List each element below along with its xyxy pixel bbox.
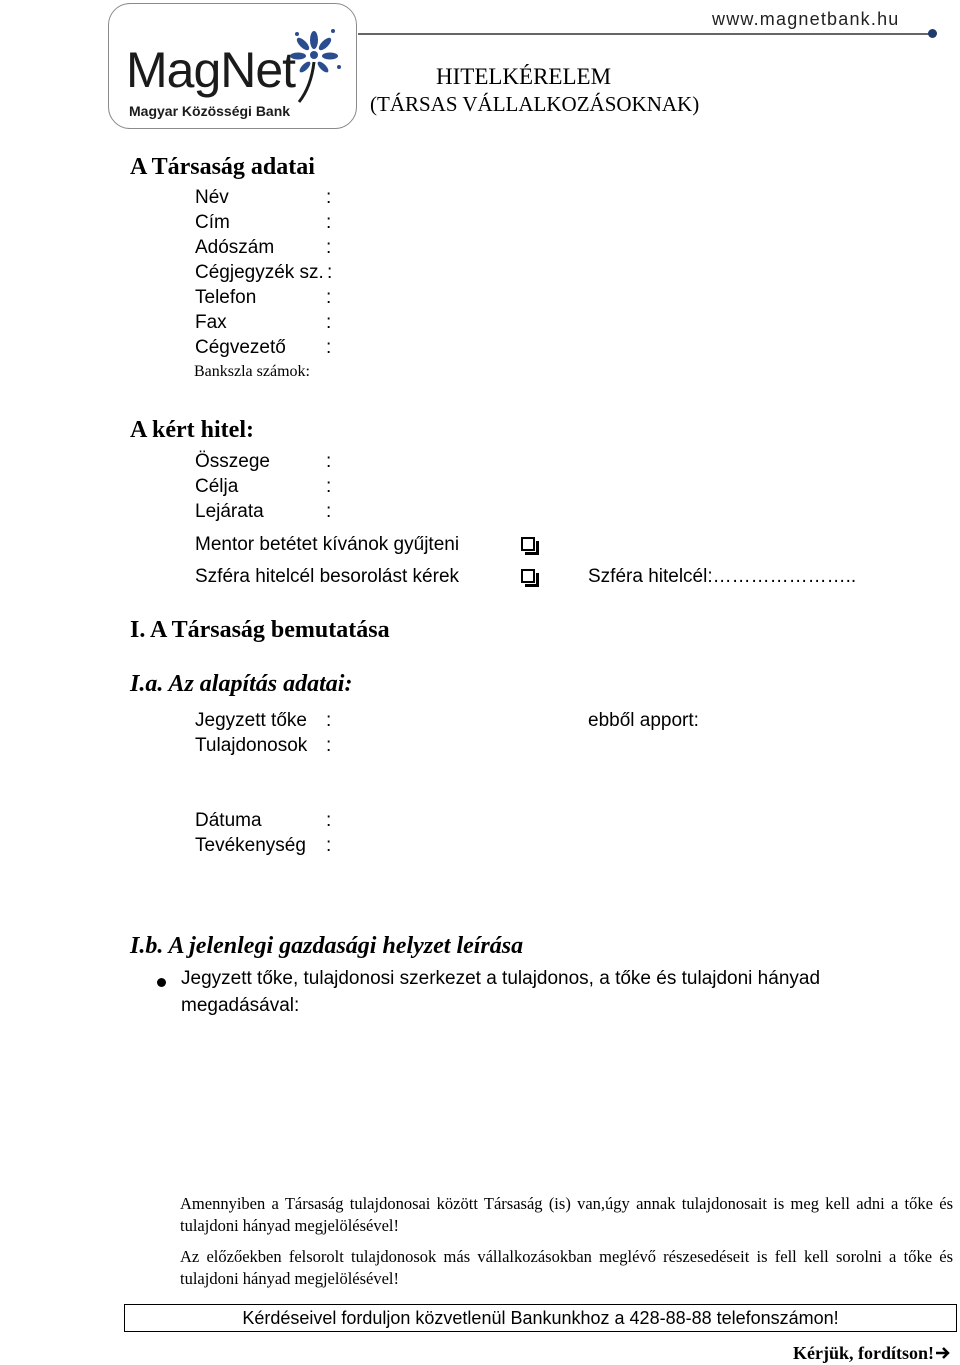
field-colon: : <box>327 262 333 283</box>
field-label-registry-number: Cégjegyzék sz. <box>195 262 324 283</box>
option-label-mentor-deposit: Mentor betétet kívánok gyűjteni <box>195 534 460 555</box>
field-label-date: Dátuma <box>195 810 262 831</box>
ownership-structure-text-line2: megadásával: <box>181 995 300 1016</box>
ownership-structure-text-line1: Jegyzett tőke, tulajdonosi szerkezet a tulajdonos, a tőke és tulajdoni hányad <box>181 968 821 989</box>
field-colon: : <box>326 835 332 856</box>
contact-text: Kérdéseivel forduljon közvetlenül Bankunkhoz a 428-88-88 telefonszámon! <box>242 1308 839 1328</box>
mentor-deposit-checkbox[interactable] <box>521 537 535 551</box>
section-heading-company-presentation: I. A Társaság bemutatása <box>130 617 390 643</box>
field-label-name: Név <box>195 187 229 208</box>
field-label-maturity: Lejárata <box>195 501 264 522</box>
owner-company-note: Amennyiben a Társaság tulajdonosai között Társaság (is) van,úgy annak tulajdonosait is meg kell adni a tőke és tulajdoni hányad megjelölésével! <box>180 1194 953 1235</box>
subsection-heading-economic-situation: I.b. A jelenlegi gazdasági helyzet leírása <box>130 933 524 959</box>
field-colon: : <box>326 212 332 233</box>
field-colon: : <box>326 735 332 756</box>
field-label-phone: Telefon <box>195 287 257 308</box>
subsection-heading-founding: I.a. Az alapítás adatai: <box>130 671 353 697</box>
field-label-address: Cím <box>195 212 230 233</box>
field-colon: : <box>326 710 332 731</box>
field-colon: : <box>326 451 332 472</box>
bullet-icon <box>157 978 166 987</box>
field-label-owners: Tulajdonosok <box>195 735 308 756</box>
other-holdings-note: Az előzőekben felsorolt tulajdonosok más vállalkozásokban meglévő részesedéseit is fell kell sorolni a tőke és tulajdoni hányad megjelölésével! <box>180 1247 953 1288</box>
field-colon: : <box>326 810 332 831</box>
logo-subtitle: Magyar Közösségi Bank <box>129 103 291 119</box>
section-heading-company: A Társaság adatai <box>130 154 315 180</box>
header-divider <box>358 33 930 35</box>
field-colon: : <box>326 476 332 497</box>
contact-footer <box>124 1304 957 1332</box>
website-link[interactable]: www.magnetbank.hu <box>712 9 900 29</box>
document-title: HITELKÉRELEM <box>436 64 612 89</box>
sphere-classification-checkbox[interactable] <box>521 569 535 583</box>
turn-over-text: Kérjük, fordítson! <box>793 1343 934 1363</box>
turn-over-note <box>793 1343 951 1364</box>
bank-logo <box>108 3 357 129</box>
field-label-tax-number: Adószám <box>195 237 275 258</box>
field-label-bank-accounts: Bankszla számok: <box>194 363 310 380</box>
section-heading-loan: A kért hitel: <box>130 417 254 443</box>
field-label-activity: Tevékenység <box>195 835 306 856</box>
field-label-manager: Cégvezető <box>195 337 286 358</box>
header-dot-icon <box>928 29 937 38</box>
field-colon: : <box>326 287 332 308</box>
sphere-target-field[interactable]: Szféra hitelcél:………………….. <box>588 566 857 587</box>
field-label-contribution-in-kind: ebből apport: <box>588 710 699 731</box>
field-label-fax: Fax <box>195 312 227 333</box>
logo-wordmark: MagNet <box>126 42 296 98</box>
field-colon: : <box>326 337 332 358</box>
field-colon: : <box>326 501 332 522</box>
field-label-amount: Összege <box>195 451 270 472</box>
field-colon: : <box>326 312 332 333</box>
field-colon: : <box>326 237 332 258</box>
field-label-registered-capital: Jegyzett tőke <box>195 710 307 731</box>
field-label-purpose: Célja <box>195 476 239 497</box>
field-colon: : <box>326 187 332 208</box>
arrow-right-icon <box>935 1346 951 1360</box>
option-label-sphere-classification: Szféra hitelcél besorolást kérek <box>195 566 460 587</box>
document-subtitle: (TÁRSAS VÁLLALKOZÁSOKNAK) <box>370 92 700 116</box>
